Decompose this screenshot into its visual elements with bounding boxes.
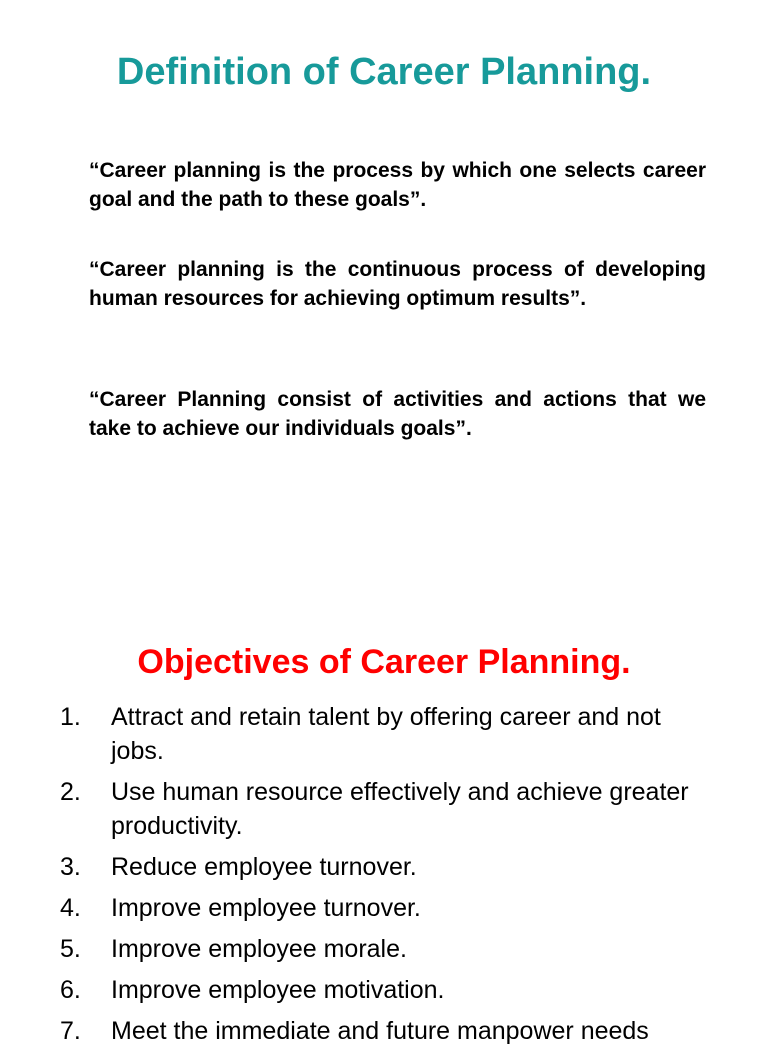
objective-number: 6.	[60, 976, 81, 1004]
objective-number: 7.	[60, 1017, 81, 1045]
objective-item-7	[0, 1014, 768, 1048]
objective-number: 4.	[60, 894, 81, 922]
definition-title: Definition of Career Planning.	[116, 51, 652, 93]
definition-quote-2: “Career planning is the continuous process of developing human resources for achieving optimum results”.	[89, 258, 706, 310]
definition-quote-3: “Career Planning consist of activities and actions that we take to achieve our individuals goals”.	[89, 388, 706, 440]
objective-item-4	[0, 891, 768, 925]
objective-item-1	[0, 700, 768, 768]
objective-number: 5.	[60, 935, 81, 963]
objectives-list	[0, 700, 768, 1055]
objective-item-2	[0, 775, 768, 843]
objective-number: 2.	[60, 778, 81, 806]
objective-text: Improve employee morale.	[111, 935, 407, 963]
objectives-title: Objectives of Career Planning.	[137, 643, 631, 681]
objective-text: Meet the immediate and future manpower needs	[111, 1017, 649, 1045]
objective-text: Reduce employee turnover.	[111, 853, 417, 881]
objective-item-3	[0, 850, 768, 884]
definition-quote-1: “Career planning is the process by which one selects career goal and the path to these goals”.	[89, 159, 706, 211]
objective-text: Attract and retain talent by offering career and not jobs.	[111, 703, 661, 765]
objective-number: 3.	[60, 853, 81, 881]
objective-text: Improve employee motivation.	[111, 976, 445, 1004]
objective-item-5	[0, 932, 768, 966]
objective-number: 1.	[60, 703, 81, 731]
objective-text: Use human resource effectively and achieve greater productivity.	[111, 778, 689, 840]
objective-item-6	[0, 973, 768, 1007]
objective-text: Improve employee turnover.	[111, 894, 421, 922]
